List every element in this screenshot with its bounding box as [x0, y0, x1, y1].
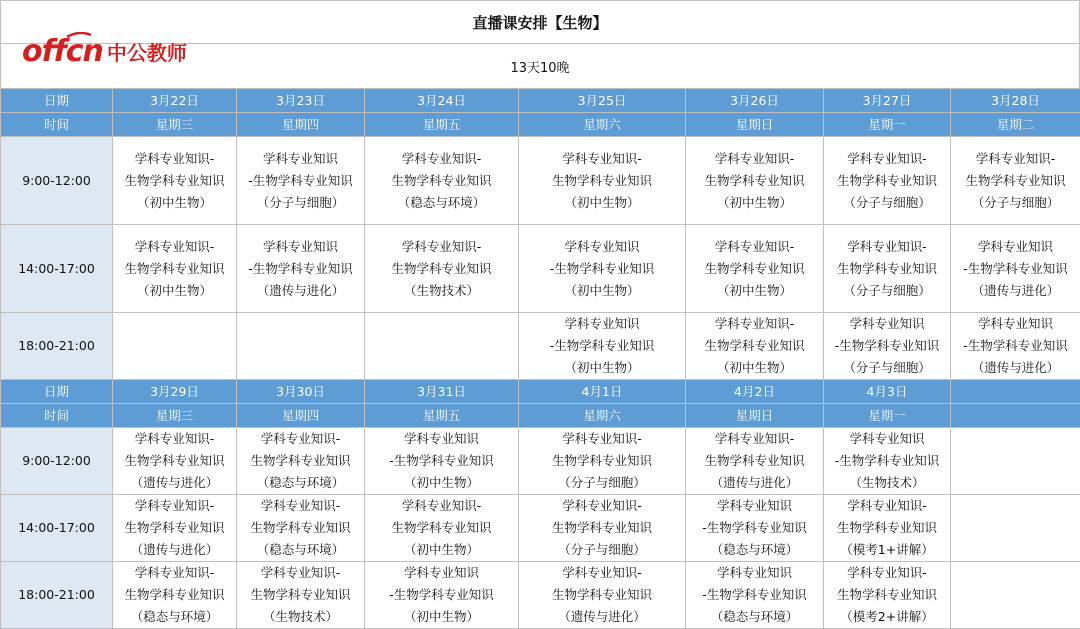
course-line: 学科专业知识- [113, 495, 236, 517]
course-line: （模考1+讲解） [824, 539, 950, 561]
course-line: 生物学科专业知识 [686, 450, 823, 472]
logo-text-cn: 中公教师 [107, 37, 187, 66]
course-line: （模考2+讲解） [824, 606, 950, 628]
course-line: 学科专业知识- [519, 495, 685, 517]
date-cell: 4月1日 [519, 380, 686, 404]
course-cell [824, 562, 951, 629]
course-cell [824, 428, 951, 495]
course-cell [519, 562, 686, 629]
weekday-cell: 星期三 [113, 113, 237, 137]
time-slot-row [1, 428, 1080, 495]
course-line: 生物学科专业知识 [237, 584, 364, 606]
empty-cell [237, 313, 365, 380]
course-cell [113, 225, 237, 313]
date-cell: 3月29日 [113, 380, 237, 404]
course-cell [686, 495, 824, 562]
empty-cell [113, 313, 237, 380]
course-line: （稳态与环境） [237, 472, 364, 494]
date-cell: 3月31日 [365, 380, 519, 404]
weekday-cell: 星期四 [237, 113, 365, 137]
course-cell [113, 428, 237, 495]
offcn-logo [22, 34, 187, 68]
weekday-cell: 星期一 [824, 113, 951, 137]
course-line: 学科专业知识 [237, 236, 364, 258]
course-line: 学科专业知识- [824, 495, 950, 517]
date-cell: 3月28日 [951, 89, 1080, 113]
course-line: （分子与细胞） [519, 472, 685, 494]
weekday-cell: 星期一 [824, 404, 951, 428]
course-line: 生物学科专业知识 [237, 517, 364, 539]
course-cell [365, 428, 519, 495]
course-cell [686, 313, 824, 380]
course-line: （初中生物） [113, 192, 236, 214]
course-line: 学科专业知识 [365, 428, 518, 450]
course-line: （遗传与进化） [237, 280, 364, 302]
empty-cell [365, 313, 519, 380]
weekday-cell: 星期五 [365, 113, 519, 137]
course-line: （稳态与环境） [237, 539, 364, 561]
time-label: 时间 [1, 113, 113, 137]
course-line: （分子与细胞） [519, 539, 685, 561]
course-line: 学科专业知识- [519, 428, 685, 450]
course-line: 生物学科专业知识 [365, 517, 518, 539]
course-line: （初中生物） [686, 280, 823, 302]
weekday-cell: 星期日 [686, 113, 824, 137]
course-line: -生物学科专业知识 [951, 335, 1080, 357]
time-slot-row [1, 495, 1080, 562]
course-cell [113, 495, 237, 562]
weekday-cell: 星期二 [951, 113, 1080, 137]
course-line: （稳态与环境） [365, 192, 518, 214]
date-cell: 3月23日 [237, 89, 365, 113]
date-cell: 4月2日 [686, 380, 824, 404]
course-line: （遗传与进化） [951, 280, 1080, 302]
course-line: （初中生物） [365, 539, 518, 561]
course-line: 学科专业知识 [237, 148, 364, 170]
date-cell: 4月3日 [824, 380, 951, 404]
course-cell [824, 225, 951, 313]
schedule-table [0, 88, 1080, 629]
course-cell [237, 428, 365, 495]
course-line: （分子与细胞） [824, 280, 950, 302]
time-slot-label: 18:00-21:00 [1, 562, 113, 629]
date-header-row [1, 380, 1080, 404]
time-slot-label: 9:00-12:00 [1, 428, 113, 495]
weekday-cell: 星期五 [365, 404, 519, 428]
course-line: -生物学科专业知识 [237, 258, 364, 280]
course-line: -生物学科专业知识 [686, 584, 823, 606]
course-line: 生物学科专业知识 [113, 584, 236, 606]
course-line: 学科专业知识- [686, 148, 823, 170]
course-line: 学科专业知识- [237, 495, 364, 517]
course-cell [686, 137, 824, 225]
course-line: 学科专业知识 [824, 428, 950, 450]
date-cell: 3月26日 [686, 89, 824, 113]
course-line: 学科专业知识- [686, 236, 823, 258]
course-line: 生物学科专业知识 [113, 450, 236, 472]
page-subtitle: 13天10晚 [0, 44, 1080, 88]
course-line: 学科专业知识- [365, 495, 518, 517]
course-line: 学科专业知识- [519, 148, 685, 170]
course-line: 学科专业知识- [113, 562, 236, 584]
time-slot-label: 18:00-21:00 [1, 313, 113, 380]
course-line: -生物学科专业知识 [686, 517, 823, 539]
course-line: （生物技术） [824, 472, 950, 494]
weekday-cell: 星期四 [237, 404, 365, 428]
course-cell [824, 495, 951, 562]
course-line: 学科专业知识- [113, 148, 236, 170]
course-line: 学科专业知识- [824, 148, 950, 170]
course-line: （生物技术） [365, 280, 518, 302]
course-line: （初中生物） [519, 357, 685, 379]
course-line: 学科专业知识- [686, 313, 823, 335]
course-cell [519, 137, 686, 225]
course-line: -生物学科专业知识 [824, 450, 950, 472]
course-line: （遗传与进化） [686, 472, 823, 494]
course-line: -生物学科专业知识 [519, 258, 685, 280]
time-slot-label: 9:00-12:00 [1, 137, 113, 225]
time-slot-row [1, 313, 1080, 380]
date-cell: 3月22日 [113, 89, 237, 113]
course-line: 学科专业知识- [824, 562, 950, 584]
course-line: （生物技术） [237, 606, 364, 628]
course-line: 生物学科专业知识 [113, 517, 236, 539]
page-title: 直播课安排【生物】 [0, 0, 1080, 44]
course-line: 学科专业知识 [951, 313, 1080, 335]
course-line: 生物学科专业知识 [686, 170, 823, 192]
course-cell [519, 428, 686, 495]
time-slot-row [1, 137, 1080, 225]
course-cell [113, 562, 237, 629]
weekday-cell [951, 404, 1080, 428]
time-slot-label: 14:00-17:00 [1, 495, 113, 562]
course-line: 学科专业知识- [824, 236, 950, 258]
course-line: -生物学科专业知识 [365, 584, 518, 606]
course-cell [951, 313, 1080, 380]
date-cell: 3月24日 [365, 89, 519, 113]
course-line: 生物学科专业知识 [113, 258, 236, 280]
weekday-cell: 星期三 [113, 404, 237, 428]
course-line: 学科专业知识 [824, 313, 950, 335]
course-cell [951, 225, 1080, 313]
course-line: 学科专业知识 [686, 495, 823, 517]
course-line: 生物学科专业知识 [824, 517, 950, 539]
course-cell [824, 313, 951, 380]
course-line: -生物学科专业知识 [519, 335, 685, 357]
course-line: 生物学科专业知识 [519, 450, 685, 472]
empty-cell [951, 562, 1080, 629]
course-line: 生物学科专业知识 [519, 584, 685, 606]
course-line: （分子与细胞） [951, 192, 1080, 214]
course-line: 学科专业知识 [686, 562, 823, 584]
course-line: 生物学科专业知识 [686, 258, 823, 280]
course-line: 学科专业知识 [519, 236, 685, 258]
course-line: （稳态与环境） [113, 606, 236, 628]
logo-hat-icon [66, 32, 92, 38]
course-cell [519, 225, 686, 313]
date-label: 日期 [1, 89, 113, 113]
course-line: 生物学科专业知识 [365, 258, 518, 280]
course-line: 学科专业知识- [237, 562, 364, 584]
course-cell [686, 428, 824, 495]
course-line: （初中生物） [519, 192, 685, 214]
course-line: （初中生物） [519, 280, 685, 302]
course-line: 生物学科专业知识 [519, 170, 685, 192]
course-line: （分子与细胞） [824, 192, 950, 214]
course-line: 学科专业知识- [951, 148, 1080, 170]
empty-cell [951, 428, 1080, 495]
course-line: 学科专业知识- [686, 428, 823, 450]
date-cell: 3月25日 [519, 89, 686, 113]
course-line: 学科专业知识- [237, 428, 364, 450]
date-cell: 3月30日 [237, 380, 365, 404]
course-line: 学科专业知识- [113, 236, 236, 258]
course-cell [365, 137, 519, 225]
course-line: 学科专业知识- [519, 562, 685, 584]
course-line: 生物学科专业知识 [824, 584, 950, 606]
course-line: 学科专业知识 [519, 313, 685, 335]
course-line: 学科专业知识- [365, 148, 518, 170]
time-slot-label: 14:00-17:00 [1, 225, 113, 313]
course-line: 生物学科专业知识 [365, 170, 518, 192]
course-line: （遗传与进化） [113, 539, 236, 561]
time-label: 时间 [1, 404, 113, 428]
empty-cell [951, 495, 1080, 562]
course-line: -生物学科专业知识 [824, 335, 950, 357]
time-slot-row [1, 225, 1080, 313]
course-cell [519, 495, 686, 562]
course-line: （遗传与进化） [519, 606, 685, 628]
date-label: 日期 [1, 380, 113, 404]
course-line: 生物学科专业知识 [237, 450, 364, 472]
weekday-cell: 星期六 [519, 404, 686, 428]
course-cell [365, 225, 519, 313]
course-cell [365, 562, 519, 629]
course-line: （遗传与进化） [113, 472, 236, 494]
course-line: （分子与细胞） [237, 192, 364, 214]
course-cell [686, 225, 824, 313]
course-line: 生物学科专业知识 [686, 335, 823, 357]
course-line: 生物学科专业知识 [113, 170, 236, 192]
course-line: （分子与细胞） [824, 357, 950, 379]
date-cell [951, 380, 1080, 404]
logo-text-en: offcn [22, 34, 103, 69]
course-line: （初中生物） [686, 192, 823, 214]
course-cell [365, 495, 519, 562]
course-cell [951, 137, 1080, 225]
course-cell [237, 225, 365, 313]
course-line: 学科专业知识 [365, 562, 518, 584]
course-line: 学科专业知识- [113, 428, 236, 450]
course-line: （初中生物） [113, 280, 236, 302]
weekday-header-row [1, 404, 1080, 428]
course-line: 生物学科专业知识 [824, 258, 950, 280]
course-cell [686, 562, 824, 629]
course-line: 学科专业知识 [951, 236, 1080, 258]
course-line: （稳态与环境） [686, 606, 823, 628]
course-line: （初中生物） [365, 472, 518, 494]
time-slot-row [1, 562, 1080, 629]
course-line: -生物学科专业知识 [237, 170, 364, 192]
course-cell [237, 495, 365, 562]
course-cell [237, 562, 365, 629]
date-cell: 3月27日 [824, 89, 951, 113]
course-line: -生物学科专业知识 [951, 258, 1080, 280]
course-line: 生物学科专业知识 [951, 170, 1080, 192]
course-line: 生物学科专业知识 [519, 517, 685, 539]
course-line: （稳态与环境） [686, 539, 823, 561]
weekday-header-row [1, 113, 1080, 137]
course-line: （初中生物） [365, 606, 518, 628]
weekday-cell: 星期六 [519, 113, 686, 137]
course-cell [824, 137, 951, 225]
course-line: 生物学科专业知识 [824, 170, 950, 192]
course-cell [519, 313, 686, 380]
course-cell [113, 137, 237, 225]
weekday-cell: 星期日 [686, 404, 824, 428]
course-line: 学科专业知识- [365, 236, 518, 258]
date-header-row [1, 89, 1080, 113]
course-line: （遗传与进化） [951, 357, 1080, 379]
course-line: -生物学科专业知识 [365, 450, 518, 472]
course-cell [237, 137, 365, 225]
course-line: （初中生物） [686, 357, 823, 379]
